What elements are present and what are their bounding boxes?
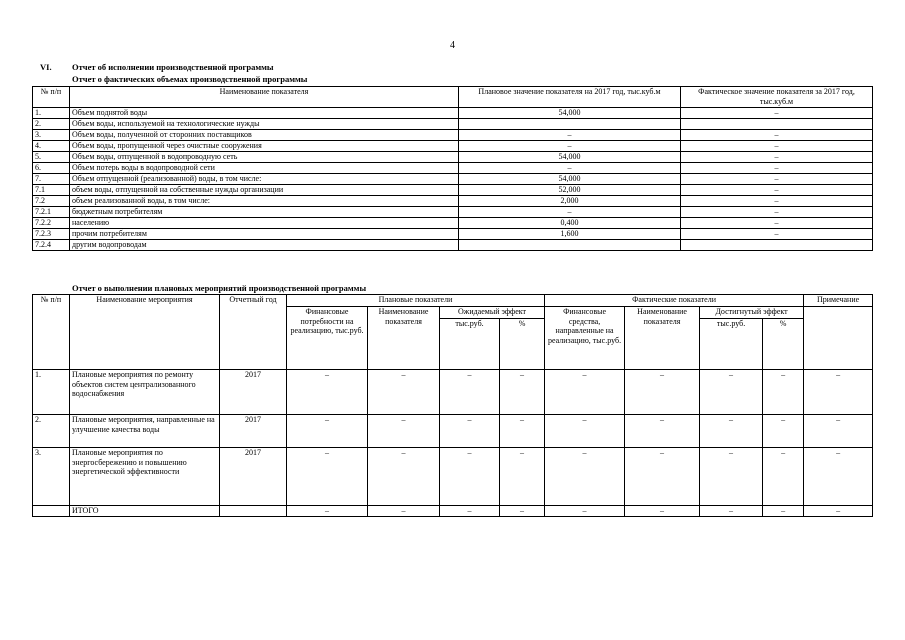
col-header-num: № п/п bbox=[33, 87, 70, 108]
row-value: – bbox=[440, 370, 500, 415]
row-num: 2. bbox=[33, 415, 70, 448]
total-row bbox=[33, 506, 873, 517]
row-value: – bbox=[287, 415, 368, 448]
row-plan: 54,000 bbox=[459, 174, 681, 185]
col-header-plan-rub: тыс.руб. bbox=[440, 319, 500, 370]
table-row bbox=[33, 196, 873, 207]
col-header-note-empty bbox=[804, 307, 873, 370]
row-num: 1. bbox=[33, 108, 70, 119]
row-value: – bbox=[440, 415, 500, 448]
row-plan: 52,000 bbox=[459, 185, 681, 196]
row-name: объем реализованной воды, в том числе: bbox=[70, 196, 459, 207]
table-row bbox=[33, 174, 873, 185]
row-name: прочим потребителям bbox=[70, 229, 459, 240]
table-row bbox=[33, 370, 873, 415]
row-num: 7.2 bbox=[33, 196, 70, 207]
row-num: 7. bbox=[33, 174, 70, 185]
table-row bbox=[33, 415, 873, 448]
col-header-plan-eff: Ожидаемый эффект bbox=[440, 307, 545, 319]
total-value: – bbox=[287, 506, 368, 517]
row-name: Объем потерь воды в водопроводной сети bbox=[70, 163, 459, 174]
total-value: – bbox=[763, 506, 804, 517]
row-num: 1. bbox=[33, 370, 70, 415]
total-year bbox=[220, 506, 287, 517]
row-name: Объем поднятой воды bbox=[70, 108, 459, 119]
row-name: Плановые мероприятия по энергосбережению и повышению энергетической эффективности bbox=[70, 448, 220, 506]
row-value: – bbox=[700, 448, 763, 506]
row-fact: – bbox=[681, 108, 873, 119]
row-num: 4. bbox=[33, 141, 70, 152]
row-plan bbox=[459, 240, 681, 251]
row-value: – bbox=[368, 448, 440, 506]
total-num bbox=[33, 506, 70, 517]
row-num: 6. bbox=[33, 163, 70, 174]
row-value: – bbox=[625, 448, 700, 506]
row-fact bbox=[681, 119, 873, 130]
row-name: Объем воды, полученной от сторонних поставщиков bbox=[70, 130, 459, 141]
table-row bbox=[33, 119, 873, 130]
report1-title: Отчет о фактических объемах производственной программы bbox=[72, 74, 308, 84]
total-label: ИТОГО bbox=[70, 506, 220, 517]
row-value: – bbox=[763, 370, 804, 415]
table-row bbox=[33, 141, 873, 152]
col-header-fact: Фактическое значение показателя за 2017 год, тыс.куб.м bbox=[681, 87, 873, 108]
row-fact: – bbox=[681, 218, 873, 229]
row-fact: – bbox=[681, 174, 873, 185]
row-num: 5. bbox=[33, 152, 70, 163]
row-name: Объем воды, используемой на технологические нужды bbox=[70, 119, 459, 130]
total-value: – bbox=[700, 506, 763, 517]
col-header-name: Наименование мероприятия bbox=[70, 295, 220, 370]
row-plan: – bbox=[459, 163, 681, 174]
row-value: – bbox=[500, 415, 545, 448]
section-number: VI. bbox=[40, 62, 52, 72]
row-plan: 2,000 bbox=[459, 196, 681, 207]
row-plan: – bbox=[459, 207, 681, 218]
table-row bbox=[33, 229, 873, 240]
row-plan: – bbox=[459, 130, 681, 141]
total-value: – bbox=[500, 506, 545, 517]
row-value: – bbox=[545, 415, 625, 448]
row-value: – bbox=[804, 415, 873, 448]
row-plan bbox=[459, 119, 681, 130]
col-header-fact-fin: Финансовые средства, направленные на реализацию, тыс.руб. bbox=[545, 307, 625, 370]
row-value: – bbox=[368, 415, 440, 448]
col-header-fact-rub: тыс.руб. bbox=[700, 319, 763, 370]
table-row bbox=[33, 448, 873, 506]
col-header-plan: Плановое значение показателя на 2017 год, тыс.куб.м bbox=[459, 87, 681, 108]
col-header-year: Отчетный год bbox=[220, 295, 287, 370]
row-value: – bbox=[700, 415, 763, 448]
col-header-fact-pct: % bbox=[763, 319, 804, 370]
row-fact: – bbox=[681, 130, 873, 141]
row-value: – bbox=[763, 415, 804, 448]
row-value: – bbox=[368, 370, 440, 415]
row-name: Плановые мероприятия по ремонту объектов систем централизованного водоснабжения bbox=[70, 370, 220, 415]
table-row bbox=[33, 152, 873, 163]
row-year: 2017 bbox=[220, 448, 287, 506]
row-num: 7.1 bbox=[33, 185, 70, 196]
row-name: объем воды, отпущенной на собственные нужды организации bbox=[70, 185, 459, 196]
row-value: – bbox=[804, 370, 873, 415]
table-row bbox=[33, 163, 873, 174]
row-num: 3. bbox=[33, 448, 70, 506]
section-title: Отчет об исполнении производственной программы bbox=[72, 62, 274, 72]
total-value: – bbox=[625, 506, 700, 517]
page-number: 4 bbox=[450, 40, 455, 51]
row-plan: 0,400 bbox=[459, 218, 681, 229]
col-header-plan-ind: Наименование показателя bbox=[368, 307, 440, 370]
row-num: 3. bbox=[33, 130, 70, 141]
row-value: – bbox=[500, 448, 545, 506]
row-name: другим водопроводам bbox=[70, 240, 459, 251]
row-value: – bbox=[763, 448, 804, 506]
col-header-fact-eff: Достигнутый эффект bbox=[700, 307, 804, 319]
row-plan: – bbox=[459, 141, 681, 152]
row-fact: – bbox=[681, 152, 873, 163]
row-num: 2. bbox=[33, 119, 70, 130]
row-fact: – bbox=[681, 229, 873, 240]
row-fact: – bbox=[681, 185, 873, 196]
col-header-num: № п/п bbox=[33, 295, 70, 370]
row-value: – bbox=[287, 448, 368, 506]
row-plan: 1,600 bbox=[459, 229, 681, 240]
total-value: – bbox=[368, 506, 440, 517]
row-name: Объем отпущенной (реализованной) воды, в том числе: bbox=[70, 174, 459, 185]
row-fact: – bbox=[681, 196, 873, 207]
row-value: – bbox=[545, 370, 625, 415]
table-row bbox=[33, 185, 873, 196]
planned-measures-table bbox=[32, 294, 873, 517]
row-value: – bbox=[500, 370, 545, 415]
total-value: – bbox=[804, 506, 873, 517]
row-value: – bbox=[625, 370, 700, 415]
col-header-note: Примечание bbox=[804, 295, 873, 307]
row-value: – bbox=[804, 448, 873, 506]
row-value: – bbox=[545, 448, 625, 506]
row-fact: – bbox=[681, 141, 873, 152]
production-volumes-table bbox=[32, 86, 873, 251]
row-value: – bbox=[625, 415, 700, 448]
table-row bbox=[33, 218, 873, 229]
report2-title: Отчет о выполнении плановых мероприятий производственной программы bbox=[72, 283, 367, 293]
row-num: 7.2.4 bbox=[33, 240, 70, 251]
row-name: Объем воды, пропущенной через очистные сооружения bbox=[70, 141, 459, 152]
row-plan: 54,000 bbox=[459, 108, 681, 119]
row-fact: – bbox=[681, 163, 873, 174]
total-value: – bbox=[440, 506, 500, 517]
col-header-name: Наименование показателя bbox=[70, 87, 459, 108]
row-fact bbox=[681, 240, 873, 251]
table-row bbox=[33, 130, 873, 141]
col-group-plan: Плановые показатели bbox=[287, 295, 545, 307]
total-value: – bbox=[545, 506, 625, 517]
row-fact: – bbox=[681, 207, 873, 218]
row-name: населению bbox=[70, 218, 459, 229]
row-year: 2017 bbox=[220, 370, 287, 415]
row-name: Плановые мероприятия, направленные на улучшение качества воды bbox=[70, 415, 220, 448]
row-value: – bbox=[440, 448, 500, 506]
table-header-row bbox=[33, 87, 873, 108]
col-header-plan-pct: % bbox=[500, 319, 545, 370]
table-row bbox=[33, 240, 873, 251]
row-name: бюджетным потребителям bbox=[70, 207, 459, 218]
col-group-fact: Фактические показатели bbox=[545, 295, 804, 307]
col-header-fact-ind: Наименование показателя bbox=[625, 307, 700, 370]
row-value: – bbox=[700, 370, 763, 415]
table-header-row bbox=[33, 295, 873, 307]
row-name: Объем воды, отпущенной в водопроводную сеть bbox=[70, 152, 459, 163]
section-heading bbox=[40, 62, 274, 73]
row-value: – bbox=[287, 370, 368, 415]
row-num: 7.2.2 bbox=[33, 218, 70, 229]
row-num: 7.2.1 bbox=[33, 207, 70, 218]
row-year: 2017 bbox=[220, 415, 287, 448]
row-num: 7.2.3 bbox=[33, 229, 70, 240]
col-header-plan-fin: Финансовые потребности на реализацию, тыс.руб. bbox=[287, 307, 368, 370]
table-row bbox=[33, 207, 873, 218]
row-plan: 54,000 bbox=[459, 152, 681, 163]
table-row bbox=[33, 108, 873, 119]
